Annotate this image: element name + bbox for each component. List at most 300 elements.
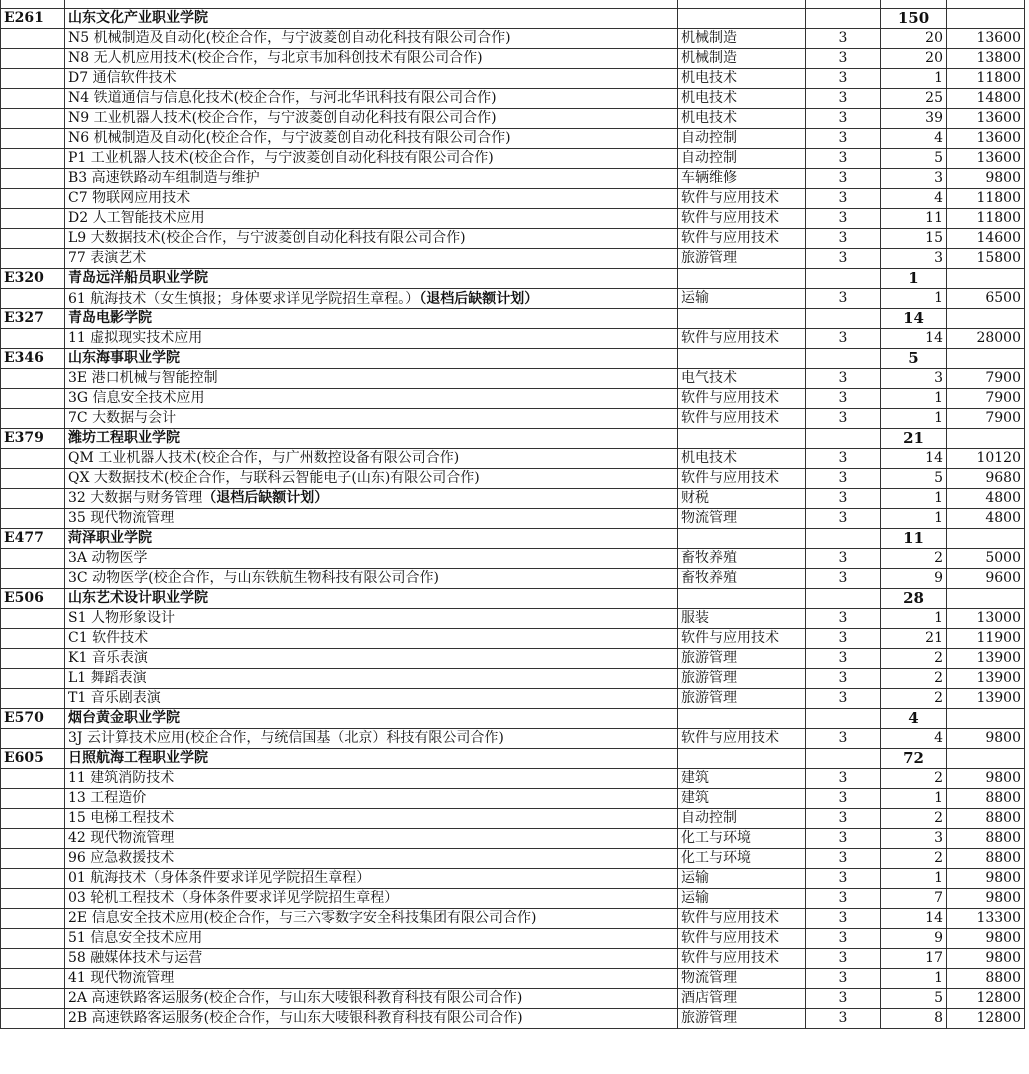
major-name-text: 58 融媒体技术与运营 xyxy=(68,950,203,966)
school-code: E506 xyxy=(1,589,65,609)
plan-count: 1 xyxy=(881,489,947,509)
major-category: 运输 xyxy=(678,289,806,309)
major-name-text: 32 大数据与财务管理 xyxy=(68,490,203,506)
major-name xyxy=(65,929,678,949)
major-row xyxy=(1,789,1025,809)
major-name-text: T1 音乐剧表演 xyxy=(68,690,161,706)
empty-cell xyxy=(1,649,65,669)
major-name xyxy=(65,409,678,429)
school-total-plan: 11 xyxy=(881,529,947,549)
tuition-fee: 9800 xyxy=(947,869,1025,889)
empty-cell xyxy=(947,749,1025,769)
major-name xyxy=(65,809,678,829)
plan-count: 21 xyxy=(881,629,947,649)
empty-cell xyxy=(1,109,65,129)
major-name-text: 11 虚拟现实技术应用 xyxy=(68,330,203,346)
major-name xyxy=(65,549,678,569)
plan-count: 2 xyxy=(881,689,947,709)
major-name xyxy=(65,129,678,149)
major-category: 软件与应用技术 xyxy=(678,949,806,969)
major-category: 软件与应用技术 xyxy=(678,629,806,649)
cropped-top-row xyxy=(1,0,1025,9)
study-years: 3 xyxy=(806,669,881,689)
major-name xyxy=(65,509,678,529)
major-name xyxy=(65,109,678,129)
plan-count: 3 xyxy=(881,169,947,189)
school-name: 山东文化产业职业学院 xyxy=(65,9,678,29)
major-row xyxy=(1,949,1025,969)
major-name-note: （退档后缺额计划） xyxy=(202,490,329,506)
school-total-plan: 150 xyxy=(881,9,947,29)
major-category: 软件与应用技术 xyxy=(678,329,806,349)
major-name xyxy=(65,449,678,469)
major-row xyxy=(1,149,1025,169)
plan-count: 17 xyxy=(881,949,947,969)
school-name: 山东海事职业学院 xyxy=(65,349,678,369)
empty-cell xyxy=(1,989,65,1009)
tuition-fee: 7900 xyxy=(947,409,1025,429)
school-code: E605 xyxy=(1,749,65,769)
study-years: 3 xyxy=(806,889,881,909)
plan-count: 14 xyxy=(881,449,947,469)
major-name-text: 13 工程造价 xyxy=(68,790,147,806)
plan-count: 14 xyxy=(881,909,947,929)
major-name xyxy=(65,29,678,49)
major-category: 自动控制 xyxy=(678,129,806,149)
empty-cell xyxy=(1,469,65,489)
tuition-fee: 13900 xyxy=(947,649,1025,669)
major-row xyxy=(1,969,1025,989)
major-name-text: L9 大数据技术(校企合作，与宁波菱创自动化科技有限公司合作) xyxy=(68,230,466,246)
major-name-text: 03 轮机工程技术（身体条件要求详见学院招生章程） xyxy=(68,890,399,906)
school-code: E261 xyxy=(1,9,65,29)
major-row xyxy=(1,629,1025,649)
major-name-text: 35 现代物流管理 xyxy=(68,510,175,526)
major-name-text: D2 人工智能技术应用 xyxy=(68,210,205,226)
tuition-fee: 9680 xyxy=(947,469,1025,489)
plan-count: 39 xyxy=(881,109,947,129)
empty-cell xyxy=(1,1009,65,1029)
major-row xyxy=(1,729,1025,749)
plan-count: 5 xyxy=(881,149,947,169)
major-name-text: 7C 大数据与会计 xyxy=(68,410,177,426)
major-name xyxy=(65,649,678,669)
major-name xyxy=(65,289,678,309)
school-name: 烟台黄金职业学院 xyxy=(65,709,678,729)
empty-cell xyxy=(1,229,65,249)
school-row xyxy=(1,269,1025,289)
plan-count: 2 xyxy=(881,669,947,689)
empty-cell xyxy=(806,429,881,449)
empty-cell xyxy=(678,269,806,289)
study-years: 3 xyxy=(806,569,881,589)
empty-cell xyxy=(678,749,806,769)
major-row xyxy=(1,189,1025,209)
major-name-text: 51 信息安全技术应用 xyxy=(68,930,203,946)
tuition-fee: 4800 xyxy=(947,509,1025,529)
tuition-fee: 13600 xyxy=(947,29,1025,49)
study-years: 3 xyxy=(806,909,881,929)
study-years: 3 xyxy=(806,329,881,349)
major-name xyxy=(65,489,678,509)
tuition-fee: 11800 xyxy=(947,189,1025,209)
major-row xyxy=(1,569,1025,589)
study-years: 3 xyxy=(806,649,881,669)
major-category: 旅游管理 xyxy=(678,1009,806,1029)
empty-cell xyxy=(806,309,881,329)
tuition-fee: 8800 xyxy=(947,809,1025,829)
major-name-text: 3E 港口机械与智能控制 xyxy=(68,370,218,386)
tuition-fee: 8800 xyxy=(947,849,1025,869)
tuition-fee: 13000 xyxy=(947,609,1025,629)
empty-cell xyxy=(1,829,65,849)
major-category: 机械制造 xyxy=(678,29,806,49)
tuition-fee: 7900 xyxy=(947,389,1025,409)
empty-cell xyxy=(1,909,65,929)
major-name-text: C1 软件技术 xyxy=(68,630,149,646)
major-name-text: 96 应急救援技术 xyxy=(68,850,175,866)
study-years: 3 xyxy=(806,249,881,269)
major-row xyxy=(1,809,1025,829)
major-name xyxy=(65,889,678,909)
school-total-plan: 5 xyxy=(881,349,947,369)
study-years: 3 xyxy=(806,929,881,949)
tuition-fee: 10120 xyxy=(947,449,1025,469)
empty-cell xyxy=(947,269,1025,289)
empty-cell xyxy=(678,529,806,549)
empty-cell xyxy=(1,409,65,429)
empty-cell xyxy=(678,309,806,329)
major-name-text: B3 高速铁路动车组制造与维护 xyxy=(68,170,260,186)
table-body xyxy=(1,0,1025,1029)
major-row xyxy=(1,929,1025,949)
tuition-fee: 8800 xyxy=(947,829,1025,849)
school-row xyxy=(1,529,1025,549)
tuition-fee: 14800 xyxy=(947,89,1025,109)
major-name-text: 77 表演艺术 xyxy=(68,250,147,266)
major-name xyxy=(65,469,678,489)
school-code: E320 xyxy=(1,269,65,289)
empty-cell xyxy=(947,9,1025,29)
major-name xyxy=(65,389,678,409)
plan-count: 7 xyxy=(881,889,947,909)
empty-cell xyxy=(1,949,65,969)
plan-count: 4 xyxy=(881,189,947,209)
major-name-text: C7 物联网应用技术 xyxy=(68,190,191,206)
study-years: 3 xyxy=(806,949,881,969)
study-years: 3 xyxy=(806,129,881,149)
major-name-text: N6 机械制造及自动化(校企合作，与宁波菱创自动化科技有限公司合作) xyxy=(68,130,511,146)
major-category: 化工与环境 xyxy=(678,829,806,849)
plan-count: 1 xyxy=(881,869,947,889)
tuition-fee: 13900 xyxy=(947,669,1025,689)
study-years: 3 xyxy=(806,369,881,389)
major-name-text: 42 现代物流管理 xyxy=(68,830,175,846)
school-row xyxy=(1,9,1025,29)
school-code: E570 xyxy=(1,709,65,729)
study-years: 3 xyxy=(806,69,881,89)
major-row xyxy=(1,889,1025,909)
study-years: 3 xyxy=(806,389,881,409)
major-row xyxy=(1,249,1025,269)
major-row xyxy=(1,49,1025,69)
major-category: 建筑 xyxy=(678,789,806,809)
school-row xyxy=(1,429,1025,449)
major-name-text: N8 无人机应用技术(校企合作，与北京韦加科创技术有限公司合作) xyxy=(68,50,483,66)
plan-count: 1 xyxy=(881,609,947,629)
study-years: 3 xyxy=(806,49,881,69)
major-category: 畜牧养殖 xyxy=(678,569,806,589)
major-name xyxy=(65,969,678,989)
major-name xyxy=(65,169,678,189)
empty-cell xyxy=(678,589,806,609)
empty-cell xyxy=(1,169,65,189)
empty-cell xyxy=(947,529,1025,549)
school-row xyxy=(1,309,1025,329)
empty-cell xyxy=(1,149,65,169)
empty-cell xyxy=(1,629,65,649)
major-name xyxy=(65,1009,678,1029)
study-years: 3 xyxy=(806,1009,881,1029)
school-name: 山东艺术设计职业学院 xyxy=(65,589,678,609)
tuition-fee: 9800 xyxy=(947,729,1025,749)
empty-cell xyxy=(1,689,65,709)
major-row xyxy=(1,409,1025,429)
major-name-text: L1 舞蹈表演 xyxy=(68,670,147,686)
major-category: 自动控制 xyxy=(678,809,806,829)
major-row xyxy=(1,869,1025,889)
major-row xyxy=(1,989,1025,1009)
empty-cell xyxy=(806,269,881,289)
study-years: 3 xyxy=(806,549,881,569)
major-category: 软件与应用技术 xyxy=(678,729,806,749)
tuition-fee: 15800 xyxy=(947,249,1025,269)
major-row xyxy=(1,109,1025,129)
plan-count: 2 xyxy=(881,769,947,789)
study-years: 3 xyxy=(806,229,881,249)
empty-cell xyxy=(806,529,881,549)
study-years: 3 xyxy=(806,689,881,709)
major-row xyxy=(1,209,1025,229)
plan-count: 2 xyxy=(881,809,947,829)
plan-count: 1 xyxy=(881,289,947,309)
empty-cell xyxy=(1,29,65,49)
study-years: 3 xyxy=(806,169,881,189)
major-row xyxy=(1,769,1025,789)
plan-count: 2 xyxy=(881,849,947,869)
plan-count: 5 xyxy=(881,989,947,1009)
plan-count: 3 xyxy=(881,369,947,389)
major-category: 软件与应用技术 xyxy=(678,389,806,409)
tuition-fee: 4800 xyxy=(947,489,1025,509)
major-name-text: 2A 高速铁路客运服务(校企合作，与山东大唛银科教育科技有限公司合作) xyxy=(68,990,523,1006)
major-row xyxy=(1,909,1025,929)
major-row xyxy=(1,69,1025,89)
plan-count: 3 xyxy=(881,249,947,269)
tuition-fee: 8800 xyxy=(947,789,1025,809)
major-row xyxy=(1,669,1025,689)
empty-cell xyxy=(1,849,65,869)
plan-count: 5 xyxy=(881,469,947,489)
major-row xyxy=(1,89,1025,109)
empty-cell xyxy=(1,869,65,889)
major-name xyxy=(65,829,678,849)
tuition-fee: 11800 xyxy=(947,209,1025,229)
school-name: 青岛远洋船员职业学院 xyxy=(65,269,678,289)
school-total-plan: 21 xyxy=(881,429,947,449)
study-years: 3 xyxy=(806,629,881,649)
major-category: 化工与环境 xyxy=(678,849,806,869)
tuition-fee: 9800 xyxy=(947,949,1025,969)
school-code: E346 xyxy=(1,349,65,369)
school-total-plan: 28 xyxy=(881,589,947,609)
empty-cell xyxy=(678,9,806,29)
empty-cell xyxy=(1,569,65,589)
major-name xyxy=(65,189,678,209)
major-row xyxy=(1,509,1025,529)
study-years: 3 xyxy=(806,189,881,209)
major-category: 软件与应用技术 xyxy=(678,409,806,429)
study-years: 3 xyxy=(806,509,881,529)
major-category: 物流管理 xyxy=(678,509,806,529)
school-total-plan: 4 xyxy=(881,709,947,729)
plan-count: 8 xyxy=(881,1009,947,1029)
major-name-text: 15 电梯工程技术 xyxy=(68,810,175,826)
major-category: 软件与应用技术 xyxy=(678,189,806,209)
school-total-plan: 72 xyxy=(881,749,947,769)
plan-count: 1 xyxy=(881,509,947,529)
plan-count: 9 xyxy=(881,569,947,589)
major-category: 软件与应用技术 xyxy=(678,929,806,949)
study-years: 3 xyxy=(806,109,881,129)
major-category: 软件与应用技术 xyxy=(678,469,806,489)
major-name xyxy=(65,849,678,869)
empty-cell xyxy=(678,429,806,449)
empty-cell xyxy=(1,809,65,829)
tuition-fee: 14600 xyxy=(947,229,1025,249)
major-category: 电气技术 xyxy=(678,369,806,389)
major-category: 软件与应用技术 xyxy=(678,909,806,929)
plan-count: 25 xyxy=(881,89,947,109)
tuition-fee: 5000 xyxy=(947,549,1025,569)
empty-cell xyxy=(947,309,1025,329)
empty-cell xyxy=(947,709,1025,729)
school-total-plan: 1 xyxy=(881,269,947,289)
major-category: 机电技术 xyxy=(678,89,806,109)
tuition-fee: 9800 xyxy=(947,169,1025,189)
empty-cell xyxy=(1,669,65,689)
study-years: 3 xyxy=(806,789,881,809)
school-row xyxy=(1,349,1025,369)
major-name-text: QX 大数据技术(校企合作，与联科云智能电子(山东)有限公司合作) xyxy=(68,470,480,486)
empty-cell xyxy=(806,349,881,369)
empty-cell xyxy=(678,709,806,729)
plan-count: 1 xyxy=(881,69,947,89)
tuition-fee: 13900 xyxy=(947,689,1025,709)
empty-cell xyxy=(947,589,1025,609)
plan-count: 1 xyxy=(881,389,947,409)
plan-count: 1 xyxy=(881,409,947,429)
empty-cell xyxy=(1,609,65,629)
empty-cell xyxy=(1,889,65,909)
empty-cell xyxy=(1,209,65,229)
tuition-fee: 9800 xyxy=(947,769,1025,789)
major-category: 自动控制 xyxy=(678,149,806,169)
plan-count: 3 xyxy=(881,829,947,849)
major-row xyxy=(1,829,1025,849)
plan-count: 20 xyxy=(881,49,947,69)
major-row xyxy=(1,169,1025,189)
major-name-text: K1 音乐表演 xyxy=(68,650,148,666)
major-category: 车辆维修 xyxy=(678,169,806,189)
study-years: 3 xyxy=(806,729,881,749)
major-name xyxy=(65,569,678,589)
major-name xyxy=(65,789,678,809)
study-years: 3 xyxy=(806,469,881,489)
major-name-text: 61 航海技术（女生慎报；身体要求详见学院招生章程。） xyxy=(68,290,420,307)
major-category: 建筑 xyxy=(678,769,806,789)
major-row xyxy=(1,389,1025,409)
empty-cell xyxy=(1,389,65,409)
major-category: 旅游管理 xyxy=(678,249,806,269)
school-row xyxy=(1,749,1025,769)
tuition-fee: 9600 xyxy=(947,569,1025,589)
empty-cell xyxy=(1,369,65,389)
major-category: 运输 xyxy=(678,889,806,909)
major-name-text: P1 工业机器人技术(校企合作，与宁波菱创自动化科技有限公司合作) xyxy=(68,150,494,166)
major-name-text: 2B 高速铁路客运服务(校企合作，与山东大唛银科教育科技有限公司合作) xyxy=(68,1010,523,1026)
study-years: 3 xyxy=(806,449,881,469)
major-name-text: S1 人物形象设计 xyxy=(68,610,175,626)
plan-count: 11 xyxy=(881,209,947,229)
empty-cell xyxy=(1,549,65,569)
tuition-fee: 13800 xyxy=(947,49,1025,69)
study-years: 3 xyxy=(806,609,881,629)
major-name xyxy=(65,989,678,1009)
tuition-fee: 8800 xyxy=(947,969,1025,989)
major-row xyxy=(1,229,1025,249)
empty-cell xyxy=(1,969,65,989)
empty-cell xyxy=(947,349,1025,369)
tuition-fee: 9800 xyxy=(947,929,1025,949)
major-row xyxy=(1,289,1025,309)
major-name xyxy=(65,609,678,629)
study-years: 3 xyxy=(806,829,881,849)
tuition-fee: 13600 xyxy=(947,129,1025,149)
major-category: 物流管理 xyxy=(678,969,806,989)
school-total-plan: 14 xyxy=(881,309,947,329)
empty-cell xyxy=(947,429,1025,449)
major-name xyxy=(65,89,678,109)
empty-cell xyxy=(806,749,881,769)
major-category: 服装 xyxy=(678,609,806,629)
major-name-text: N9 工业机器人技术(校企合作，与宁波菱创自动化科技有限公司合作) xyxy=(68,110,497,126)
study-years: 3 xyxy=(806,149,881,169)
study-years: 3 xyxy=(806,769,881,789)
empty-cell xyxy=(1,49,65,69)
major-row xyxy=(1,369,1025,389)
tuition-fee: 28000 xyxy=(947,329,1025,349)
major-name xyxy=(65,369,678,389)
school-name: 青岛电影学院 xyxy=(65,309,678,329)
major-category: 运输 xyxy=(678,869,806,889)
major-name-text: N4 铁道通信与信息化技术(校企合作，与河北华讯科技有限公司合作) xyxy=(68,90,497,106)
major-row xyxy=(1,129,1025,149)
major-name xyxy=(65,689,678,709)
school-code: E477 xyxy=(1,529,65,549)
plan-count: 14 xyxy=(881,329,947,349)
tuition-fee: 6500 xyxy=(947,289,1025,309)
